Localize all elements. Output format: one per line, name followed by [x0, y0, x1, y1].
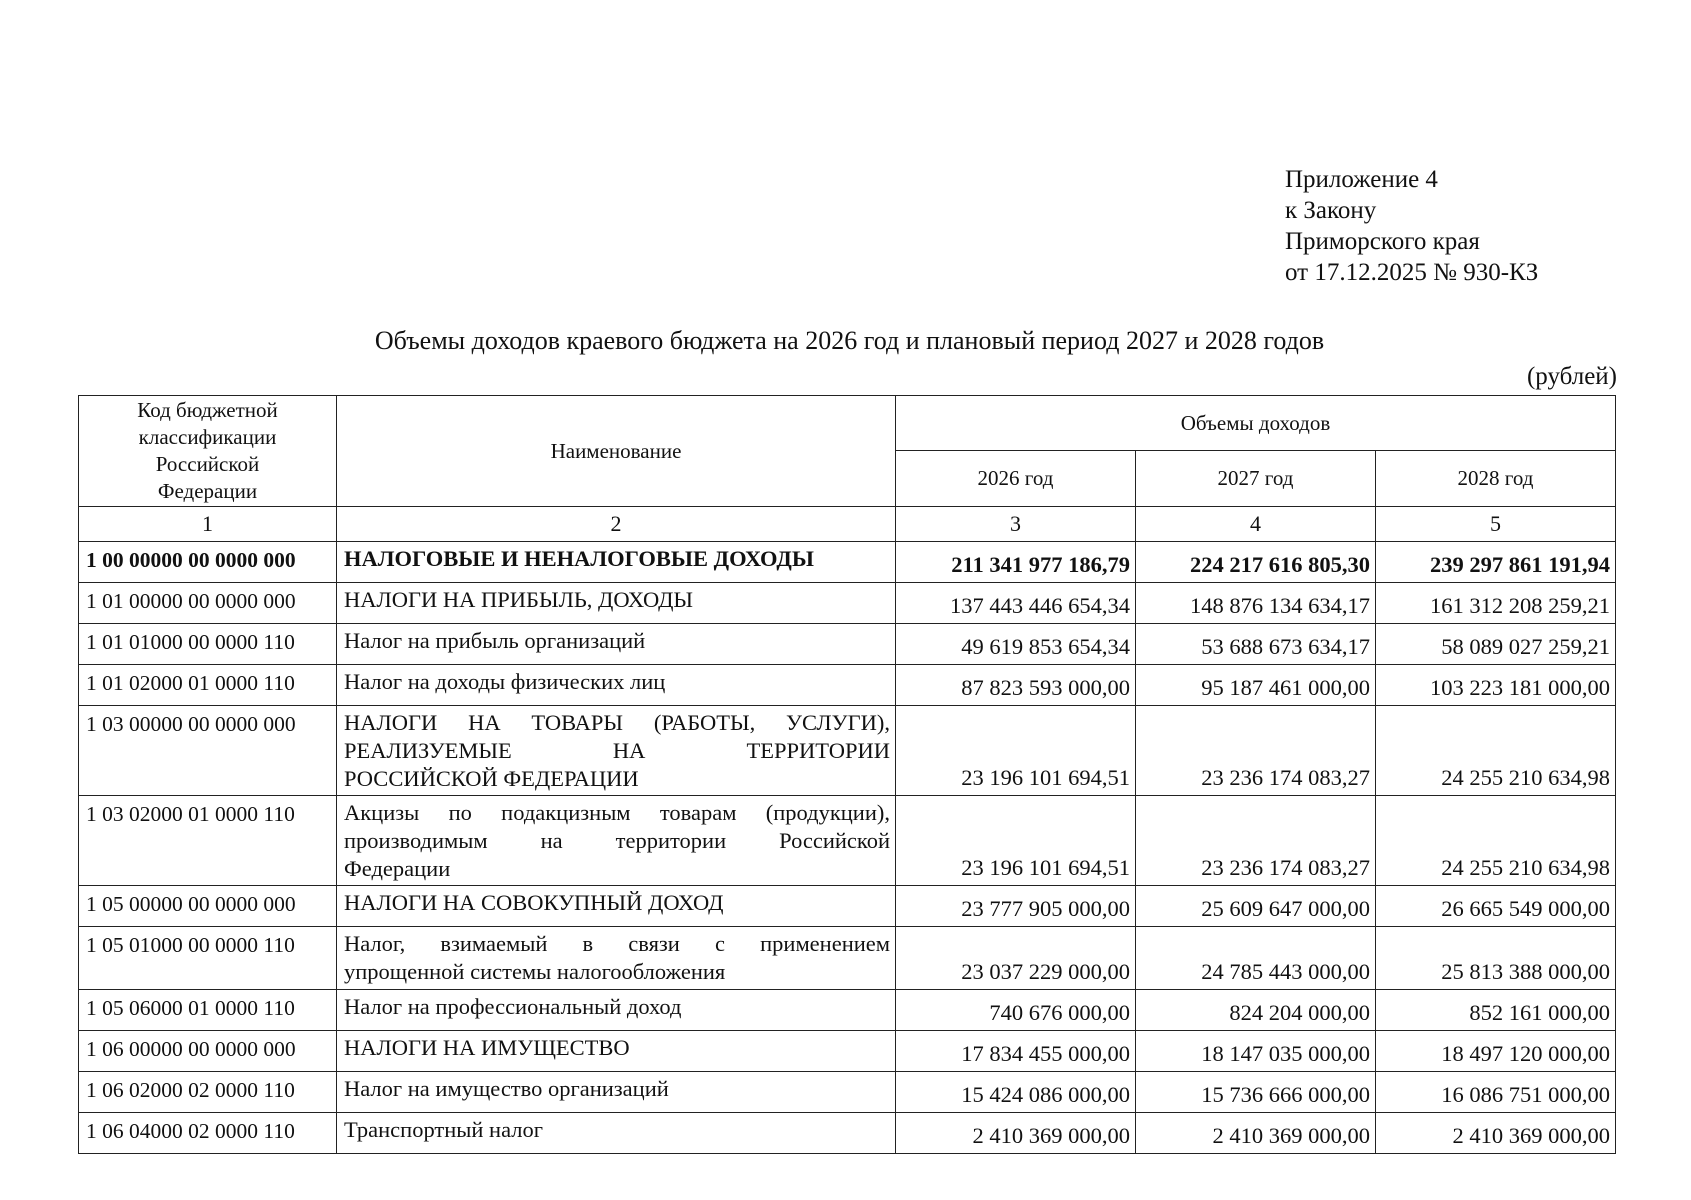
row-code: 1 01 01000 00 0000 110: [79, 624, 337, 665]
column-numbers-row: [79, 507, 1616, 542]
row-name-line: НАЛОГИ НА ТОВАРЫ (РАБОТЫ, УСЛУГИ),: [344, 710, 890, 735]
row-name: Транспортный налог: [337, 1113, 896, 1154]
row-name-line: производимым на территории Российской: [344, 828, 890, 853]
row-value-2028: 16 086 751 000,00: [1376, 1072, 1616, 1113]
table-row: [79, 1072, 1616, 1113]
row-code: 1 01 02000 01 0000 110: [79, 665, 337, 706]
row-name-line: упрощенной системы налогообложения: [344, 959, 726, 984]
table-row: [79, 1031, 1616, 1072]
row-code: 1 01 00000 00 0000 000: [79, 583, 337, 624]
column-number: 2: [337, 507, 896, 542]
header-code-line: Российской: [155, 452, 260, 476]
header-code: [79, 396, 337, 507]
revenue-table: [78, 395, 1616, 1154]
row-name-line: Акцизы по подакцизным товарам (продукции),: [344, 800, 890, 825]
row-value-2026: 211 341 977 186,79: [896, 542, 1136, 583]
table-row: [79, 990, 1616, 1031]
row-value-2027: 53 688 673 634,17: [1136, 624, 1376, 665]
row-value-2026: 49 619 853 654,34: [896, 624, 1136, 665]
row-name: Налог на доходы физических лиц: [337, 665, 896, 706]
row-code: 1 05 06000 01 0000 110: [79, 990, 337, 1031]
row-value-2026: 23 777 905 000,00: [896, 886, 1136, 927]
column-number: 4: [1136, 507, 1376, 542]
row-name: [337, 796, 896, 886]
row-name-line: РОССИЙСКОЙ ФЕДЕРАЦИИ: [344, 766, 639, 791]
header-code-line: Код бюджетной: [137, 398, 278, 422]
table-row: [79, 1113, 1616, 1154]
row-name: НАЛОГИ НА ИМУЩЕСТВО: [337, 1031, 896, 1072]
table-row: [79, 886, 1616, 927]
row-value-2028: 25 813 388 000,00: [1376, 927, 1616, 990]
row-value-2026: 23 196 101 694,51: [896, 796, 1136, 886]
row-value-2028: 103 223 181 000,00: [1376, 665, 1616, 706]
document-title-text: Объемы доходов краевого бюджета на 2026 год и плановый период 2027 и 2028 годов: [374, 326, 1325, 355]
row-value-2027: 148 876 134 634,17: [1136, 583, 1376, 624]
row-name: НАЛОГИ НА ПРИБЫЛЬ, ДОХОДЫ: [337, 583, 896, 624]
row-value-2027: 23 236 174 083,27: [1136, 706, 1376, 796]
header-name: Наименование: [337, 396, 896, 507]
row-code: 1 03 00000 00 0000 000: [79, 706, 337, 796]
row-name-line: Налог, взимаемый в связи с применением: [344, 931, 890, 956]
row-value-2027: 23 236 174 083,27: [1136, 796, 1376, 886]
row-name: Налог на имущество организаций: [337, 1072, 896, 1113]
row-value-2028: 26 665 549 000,00: [1376, 886, 1616, 927]
row-name: [337, 927, 896, 990]
row-value-2027: 25 609 647 000,00: [1136, 886, 1376, 927]
appendix-line: Приложение 4: [1285, 166, 1438, 193]
appendix-line: Приморского края: [1285, 228, 1480, 255]
row-name: Налог на прибыль организаций: [337, 624, 896, 665]
row-value-2028: 2 410 369 000,00: [1376, 1113, 1616, 1154]
table-row: [79, 796, 1616, 886]
row-code: 1 06 02000 02 0000 110: [79, 1072, 337, 1113]
table-row: [79, 624, 1616, 665]
table-row: [79, 927, 1616, 990]
row-value-2026: 740 676 000,00: [896, 990, 1136, 1031]
row-value-2027: 224 217 616 805,30: [1136, 542, 1376, 583]
row-value-2028: 852 161 000,00: [1376, 990, 1616, 1031]
row-value-2028: 24 255 210 634,98: [1376, 706, 1616, 796]
row-value-2027: 24 785 443 000,00: [1136, 927, 1376, 990]
row-code: 1 03 02000 01 0000 110: [79, 796, 337, 886]
row-value-2028: 239 297 861 191,94: [1376, 542, 1616, 583]
appendix-block: [1285, 164, 1538, 288]
row-value-2026: 137 443 446 654,34: [896, 583, 1136, 624]
row-code: 1 06 00000 00 0000 000: [79, 1031, 337, 1072]
row-value-2027: 95 187 461 000,00: [1136, 665, 1376, 706]
row-value-2028: 161 312 208 259,21: [1376, 583, 1616, 624]
row-code: 1 00 00000 00 0000 000: [79, 542, 337, 583]
column-number: 1: [79, 507, 337, 542]
appendix-line: от 17.12.2025 № 930-КЗ: [1285, 259, 1539, 286]
row-value-2027: 18 147 035 000,00: [1136, 1031, 1376, 1072]
row-value-2026: 2 410 369 000,00: [896, 1113, 1136, 1154]
row-name-line: РЕАЛИЗУЕМЫЕ НА ТЕРРИТОРИИ: [344, 738, 890, 763]
column-number: 5: [1376, 507, 1616, 542]
row-value-2026: 23 037 229 000,00: [896, 927, 1136, 990]
document-title: [0, 325, 1691, 357]
row-value-2027: 2 410 369 000,00: [1136, 1113, 1376, 1154]
table-row: [79, 542, 1616, 583]
header-year-2027: 2027 год: [1136, 451, 1376, 507]
row-value-2026: 17 834 455 000,00: [896, 1031, 1136, 1072]
row-code: 1 05 00000 00 0000 000: [79, 886, 337, 927]
row-value-2026: 15 424 086 000,00: [896, 1072, 1136, 1113]
row-value-2026: 87 823 593 000,00: [896, 665, 1136, 706]
row-value-2027: 15 736 666 000,00: [1136, 1072, 1376, 1113]
row-name: НАЛОГОВЫЕ И НЕНАЛОГОВЫЕ ДОХОДЫ: [337, 542, 896, 583]
column-number: 3: [896, 507, 1136, 542]
header-year-2026: 2026 год: [896, 451, 1136, 507]
row-value-2028: 18 497 120 000,00: [1376, 1031, 1616, 1072]
row-name: [337, 706, 896, 796]
row-name-line: Федерации: [344, 856, 451, 881]
row-code: 1 06 04000 02 0000 110: [79, 1113, 337, 1154]
table-row: [79, 583, 1616, 624]
table-row: [79, 706, 1616, 796]
row-value-2028: 58 089 027 259,21: [1376, 624, 1616, 665]
row-name: НАЛОГИ НА СОВОКУПНЫЙ ДОХОД: [337, 886, 896, 927]
row-name: Налог на профессиональный доход: [337, 990, 896, 1031]
appendix-line: к Закону: [1285, 197, 1377, 224]
header-code-line: классификации: [138, 425, 277, 449]
header-code-line: Федерации: [157, 479, 258, 503]
row-value-2028: 24 255 210 634,98: [1376, 796, 1616, 886]
row-value-2026: 23 196 101 694,51: [896, 706, 1136, 796]
table-row: [79, 665, 1616, 706]
header-volumes: Объемы доходов: [896, 396, 1616, 451]
row-code: 1 05 01000 00 0000 110: [79, 927, 337, 990]
header-year-2028: 2028 год: [1376, 451, 1616, 507]
units-label: (рублей): [1526, 363, 1617, 390]
row-value-2027: 824 204 000,00: [1136, 990, 1376, 1031]
